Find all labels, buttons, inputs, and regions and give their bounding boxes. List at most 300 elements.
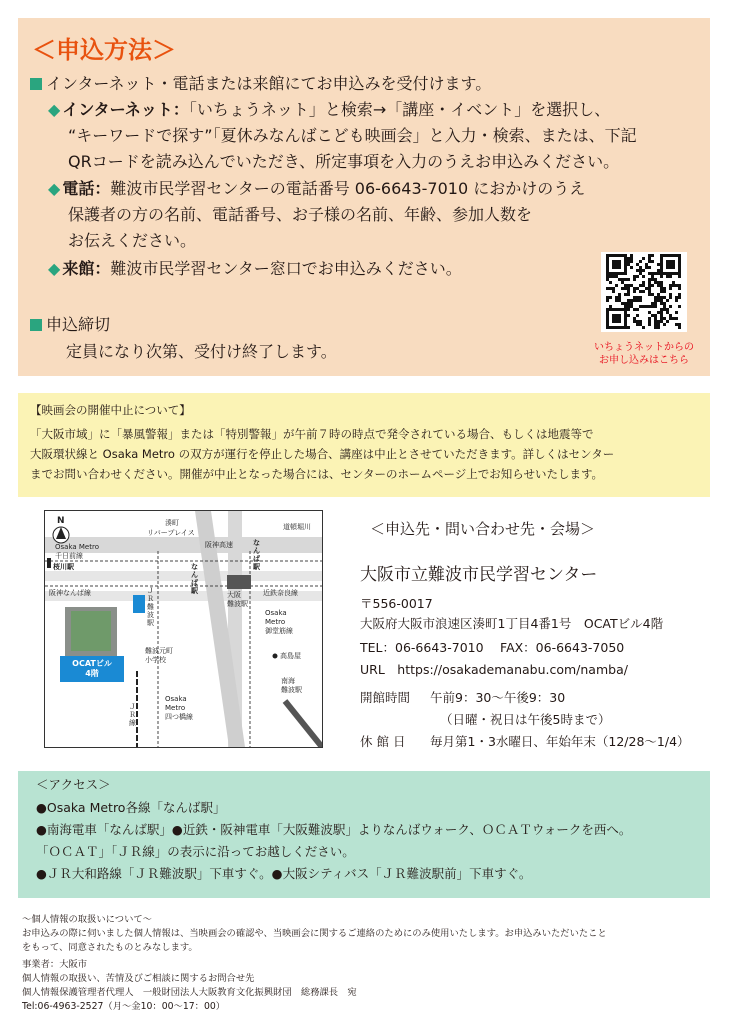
qr-module: [606, 296, 609, 299]
qr-module: [678, 275, 681, 278]
qr-module: [642, 290, 645, 293]
qr-module: [660, 308, 663, 311]
qr-module: [621, 281, 624, 284]
qr-module: [672, 263, 675, 266]
map-school: 小学校: [145, 656, 166, 664]
qr-module: [609, 326, 612, 329]
qr-module: [654, 320, 657, 323]
qr-module: [660, 317, 663, 320]
qr-code[interactable]: [601, 252, 687, 332]
qr-module: [612, 260, 615, 263]
qr-module: [669, 275, 672, 278]
qr-module: [624, 308, 627, 311]
map-ocat-floor: 4階: [85, 669, 99, 678]
deadline-text: 定員になり次第、受付け終了します。: [66, 342, 337, 361]
qr-module: [654, 317, 657, 320]
map-sakuragawa: 桜川駅: [53, 563, 74, 571]
jr-namba-block: [133, 595, 145, 613]
map-jr-namba-vertical: ＪＲ難波駅: [147, 587, 154, 627]
privacy-line-1: お申込みの際に伺いました個人情報は、当映画会の確認や、当映画会に関するご連絡のためにのみ使用いたします。お申込みいただいたこと: [22, 928, 607, 939]
qr-module: [615, 284, 618, 287]
qr-module: [612, 275, 615, 278]
postal-code: 〒556-0017: [360, 596, 433, 611]
qr-module: [624, 302, 627, 305]
qr-module: [606, 299, 609, 302]
qr-module: [678, 296, 681, 299]
qr-module: [660, 275, 663, 278]
qr-module: [624, 293, 627, 296]
qr-module: [657, 323, 660, 326]
phone-line-3: お伝えください。: [68, 231, 197, 250]
qr-module: [624, 326, 627, 329]
qr-module: [663, 305, 666, 308]
qr-module: [678, 284, 681, 287]
qr-module: [660, 263, 663, 266]
qr-module: [663, 308, 666, 311]
qr-module: [648, 305, 651, 308]
qr-module: [666, 299, 669, 302]
qr-module: [663, 287, 666, 290]
qr-module: [615, 320, 618, 323]
qr-module: [657, 293, 660, 296]
qr-code-icon: [601, 252, 687, 332]
qr-module: [606, 323, 609, 326]
qr-module: [648, 266, 651, 269]
map-kintetsu-nara: 近鉄奈良線: [263, 589, 298, 597]
kintetsu-station-block: [227, 575, 251, 589]
qr-module: [609, 272, 612, 275]
hours-label: 開館時間: [360, 690, 411, 705]
inquiry-label: 個人情報の取扱い、苦情及びご相談に関するお問合せ先: [22, 973, 255, 984]
qr-module: [633, 278, 636, 281]
qr-module: [621, 302, 624, 305]
qr-module: [678, 293, 681, 296]
qr-module: [627, 314, 630, 317]
qr-module: [609, 308, 612, 311]
operator: 事業者：大阪市: [22, 959, 88, 970]
qr-module: [627, 308, 630, 311]
qr-module: [627, 263, 630, 266]
inquiry-tel: Tel:06-4963-2527（月～金10：00～17：00）: [22, 1001, 226, 1012]
qr-module: [648, 284, 651, 287]
closed-label: 休 館 日: [360, 734, 406, 749]
qr-module: [651, 314, 654, 317]
qr-module: [606, 269, 609, 272]
qr-caption-2: お申し込みはこちら: [599, 355, 689, 366]
qr-module: [624, 257, 627, 260]
access-map: [44, 510, 323, 748]
qr-module: [672, 317, 675, 320]
access-line-2: ●南海電車「なんば駅」●近鉄・阪神電車「大阪難波駅」よりなんばウォーク、ＯＣＡＴウォークを西へ。: [36, 822, 632, 837]
qr-module: [621, 254, 624, 257]
qr-module: [657, 263, 660, 266]
qr-module: [615, 263, 618, 266]
qr-module: [678, 287, 681, 290]
qr-module: [618, 266, 621, 269]
map-namba-station-vertical: なんば駅: [253, 539, 260, 571]
qr-module: [624, 305, 627, 308]
qr-module: [612, 290, 615, 293]
map-minatomachi: 湊町: [165, 519, 179, 527]
map-nankai-2: 難波駅: [281, 686, 302, 694]
qr-module: [675, 296, 678, 299]
qr-module: [615, 326, 618, 329]
qr-module: [606, 308, 609, 311]
qr-module: [606, 275, 609, 278]
qr-module: [651, 260, 654, 263]
qr-module: [618, 272, 621, 275]
qr-module: [621, 272, 624, 275]
hours-value: 午前9：30～午後9：30: [430, 690, 566, 705]
qr-module: [618, 314, 621, 317]
qr-module: [666, 311, 669, 314]
qr-module: [657, 299, 660, 302]
map-doutonbori: 道頓堀川: [283, 523, 311, 531]
internet-line-3: QRコードを読み込んでいただき、所定事項を入力のうえお申込みください。: [68, 152, 620, 171]
visit-line: ◆ 来館：難波市民学習センター窓口でお申込みください。: [48, 259, 462, 278]
qr-module: [609, 254, 612, 257]
map-nankai-namba-vertical: なんば駅: [191, 563, 198, 595]
qr-module: [630, 266, 633, 269]
qr-module: [612, 287, 615, 290]
qr-module: [642, 269, 645, 272]
qr-module: [669, 296, 672, 299]
qr-module: [666, 263, 669, 266]
qr-module: [639, 272, 642, 275]
qr-module: [648, 257, 651, 260]
qr-module: [606, 272, 609, 275]
qr-module: [627, 326, 630, 329]
qr-module: [648, 281, 651, 284]
access-title: ＜アクセス＞: [36, 777, 111, 792]
qr-module: [627, 293, 630, 296]
green-square-icon: [30, 319, 42, 331]
qr-module: [666, 308, 669, 311]
access-line-1: ●Osaka Metro各線「なんば駅」: [36, 800, 226, 815]
qr-module: [651, 293, 654, 296]
qr-module: [648, 254, 651, 257]
map-midosuji-1: Osaka: [265, 609, 287, 617]
qr-module: [657, 311, 660, 314]
qr-module: [627, 290, 630, 293]
qr-module: [639, 290, 642, 293]
qr-module: [660, 296, 663, 299]
qr-module: [612, 317, 615, 320]
map-yotsubashi-1: Osaka: [165, 695, 187, 703]
qr-module: [657, 284, 660, 287]
qr-module: [633, 299, 636, 302]
qr-module: [615, 314, 618, 317]
qr-module: [630, 305, 633, 308]
qr-module: [651, 278, 654, 281]
qr-module: [654, 278, 657, 281]
qr-module: [612, 263, 615, 266]
map-sennichimae: 千日前線: [55, 552, 83, 560]
qr-module: [654, 305, 657, 308]
qr-module: [615, 266, 618, 269]
sakuragawa-marker: [47, 558, 51, 568]
qr-module: [669, 284, 672, 287]
notice-line-3: までお問い合わせください。開催が中止となった場合には、センターのホームページ上でお知らせいたします。: [30, 467, 604, 481]
qr-module: [639, 323, 642, 326]
qr-module: [618, 296, 621, 299]
qr-module: [624, 323, 627, 326]
qr-module: [654, 299, 657, 302]
qr-module: [654, 326, 657, 329]
qr-module: [612, 314, 615, 317]
qr-module: [624, 260, 627, 263]
qr-module: [648, 260, 651, 263]
qr-module: [615, 317, 618, 320]
qr-module: [633, 320, 636, 323]
qr-module: [642, 284, 645, 287]
phone-line-2: 保護者の方の名前、電話番号、お子様の名前、年齢、参加人数を: [68, 205, 533, 224]
qr-module: [660, 311, 663, 314]
qr-module: [615, 299, 618, 302]
qr-module: [675, 317, 678, 320]
qr-module: [663, 302, 666, 305]
qr-module: [633, 317, 636, 320]
qr-module: [672, 260, 675, 263]
qr-module: [657, 269, 660, 272]
qr-module: [669, 266, 672, 269]
qr-module: [627, 260, 630, 263]
cancellation-notice: [18, 393, 710, 497]
qr-module: [612, 254, 615, 257]
map-ocat: OCATビル: [72, 659, 112, 668]
qr-module: [654, 323, 657, 326]
qr-module: [630, 254, 633, 257]
takashimaya-marker-icon: [273, 654, 278, 659]
qr-module: [660, 260, 663, 263]
green-diamond-icon: ◆: [48, 259, 61, 278]
map-hanshin-expressway: 阪神高速: [205, 541, 233, 549]
qr-module: [678, 263, 681, 266]
qr-module: [672, 272, 675, 275]
qr-module: [675, 254, 678, 257]
qr-module: [606, 257, 609, 260]
qr-module: [636, 287, 639, 290]
map-yotsubashi-2: Metro: [165, 704, 186, 712]
hours-note: （日曜・祝日は午後5時まで）: [440, 712, 611, 727]
qr-module: [624, 317, 627, 320]
qr-module: [606, 287, 609, 290]
access-line-4: ●ＪＲ大和路線「ＪＲ難波駅」下車すぐ。●大阪シティバス「ＪＲ難波駅前」下車すぐ。: [36, 866, 532, 881]
qr-module: [618, 299, 621, 302]
qr-module: [657, 272, 660, 275]
qr-module: [645, 305, 648, 308]
qr-module: [606, 317, 609, 320]
qr-module: [660, 302, 663, 305]
qr-module: [678, 305, 681, 308]
qr-module: [618, 260, 621, 263]
qr-module: [639, 269, 642, 272]
qr-module: [624, 266, 627, 269]
qr-module: [675, 284, 678, 287]
green-diamond-icon: ◆: [48, 179, 61, 198]
qr-module: [615, 254, 618, 257]
notice-line-2: 大阪環状線と Osaka Metro の双方が運行を停止した場合、講座は中止とさせていただきます。詳しくはセンター: [30, 447, 615, 461]
qr-module: [648, 293, 651, 296]
qr-module: [672, 254, 675, 257]
qr-module: [660, 299, 663, 302]
qr-module: [609, 287, 612, 290]
qr-module: [663, 317, 666, 320]
qr-module: [630, 284, 633, 287]
qr-module: [654, 302, 657, 305]
qr-module: [612, 266, 615, 269]
qr-module: [615, 272, 618, 275]
green-square-icon: [30, 78, 42, 90]
map-osaka-namba-1: 大阪: [227, 591, 241, 599]
notice-line-1: 「大阪市域」に「暴風警報」または「特別警報」が午前７時の時点で発令されている場合、もしくは地震等で: [30, 427, 594, 441]
qr-module: [678, 266, 681, 269]
map-riverplace: リバープレイス: [147, 529, 195, 537]
internet-line-2: “キーワードで探す”「夏休みなんばこども映画会」と入力・検索、または、下記: [68, 126, 637, 145]
qr-module: [639, 305, 642, 308]
ocat-greenery: [71, 611, 111, 651]
qr-module: [678, 257, 681, 260]
qr-module: [651, 284, 654, 287]
access-line-3: 「ＯＣＡＴ」「ＪＲ線」の表示に沿ってお越しください。: [36, 844, 355, 859]
qr-module: [654, 314, 657, 317]
qr-module: [636, 299, 639, 302]
qr-module: [639, 266, 642, 269]
qr-module: [612, 272, 615, 275]
qr-module: [621, 278, 624, 281]
qr-module: [618, 254, 621, 257]
qr-module: [615, 296, 618, 299]
application-title: ＜申込方法＞: [32, 36, 176, 64]
internet-line: ◆ インターネット：「いちょうネット」と検索→「講座・イベント」を選択し、: [48, 100, 611, 119]
qr-module: [636, 314, 639, 317]
website-url[interactable]: URL https://osakademanabu.com/namba/: [360, 662, 628, 677]
qr-module: [636, 308, 639, 311]
contact-heading: ＜申込先・問い合わせ先・会場＞: [370, 520, 596, 538]
qr-module: [624, 254, 627, 257]
qr-module: [663, 296, 666, 299]
qr-module: [648, 323, 651, 326]
qr-module: [636, 263, 639, 266]
street-sennichimae: [45, 571, 322, 581]
qr-module: [642, 305, 645, 308]
qr-module: [678, 272, 681, 275]
privacy-title: ～個人情報の取扱いについて～: [22, 914, 152, 925]
qr-module: [651, 305, 654, 308]
qr-module: [618, 326, 621, 329]
qr-module: [639, 320, 642, 323]
map-jr-line-vertical: ＪＲ線: [129, 703, 136, 727]
qr-module: [651, 272, 654, 275]
qr-module: [669, 263, 672, 266]
qr-module: [678, 326, 681, 329]
qr-module: [663, 254, 666, 257]
qr-module: [663, 272, 666, 275]
qr-module: [615, 308, 618, 311]
qr-module: [615, 275, 618, 278]
qr-module: [666, 254, 669, 257]
qr-module: [657, 326, 660, 329]
qr-module: [675, 299, 678, 302]
qr-module: [666, 275, 669, 278]
qr-module: [633, 290, 636, 293]
qr-module: [648, 290, 651, 293]
address: 大阪府大阪市浪速区湊町1丁目4番1号 OCATビル4階: [360, 616, 664, 631]
qr-module: [615, 260, 618, 263]
qr-module: [624, 284, 627, 287]
notice-title: 【映画会の開催中止について】: [30, 403, 191, 417]
map-takashimaya: 高島屋: [280, 652, 301, 660]
qr-module: [669, 314, 672, 317]
qr-module: [606, 278, 609, 281]
map-midosuji-2: Metro: [265, 618, 286, 626]
access-section: [18, 771, 710, 898]
qr-module: [639, 299, 642, 302]
qr-module: [621, 287, 624, 290]
qr-module: [627, 305, 630, 308]
qr-module: [660, 266, 663, 269]
qr-module: [624, 311, 627, 314]
qr-module: [660, 272, 663, 275]
qr-module: [669, 287, 672, 290]
qr-module: [648, 278, 651, 281]
qr-module: [657, 281, 660, 284]
map-yotsubashi-3: 四つ橋線: [165, 713, 193, 721]
qr-module: [624, 320, 627, 323]
qr-module: [639, 260, 642, 263]
qr-module: [612, 308, 615, 311]
map-nankai-1: 南海: [281, 677, 295, 685]
qr-module: [627, 284, 630, 287]
qr-module: [657, 320, 660, 323]
qr-module: [624, 287, 627, 290]
qr-module: [669, 272, 672, 275]
qr-module: [660, 257, 663, 260]
closed-value: 毎月第1・3水曜日、年始年末（12/28～1/4）: [430, 734, 690, 749]
qr-module: [660, 281, 663, 284]
qr-module: [636, 296, 639, 299]
qr-module: [672, 281, 675, 284]
qr-module: [675, 311, 678, 314]
qr-module: [624, 278, 627, 281]
qr-module: [642, 257, 645, 260]
deadline-title: 申込締切: [30, 315, 110, 335]
qr-module: [621, 326, 624, 329]
qr-module: [606, 263, 609, 266]
qr-module: [669, 293, 672, 296]
qr-module: [606, 320, 609, 323]
qr-module: [666, 266, 669, 269]
qr-module: [678, 269, 681, 272]
qr-module: [609, 281, 612, 284]
qr-module: [645, 287, 648, 290]
qr-module: [630, 257, 633, 260]
qr-module: [666, 272, 669, 275]
qr-module: [639, 296, 642, 299]
map-metro-sennichimae: Osaka Metro: [55, 543, 99, 551]
qr-module: [666, 260, 669, 263]
nankai-rail: [285, 701, 322, 747]
qr-module: [636, 320, 639, 323]
qr-module: [624, 314, 627, 317]
qr-module: [606, 326, 609, 329]
qr-module: [645, 266, 648, 269]
qr-module: [627, 299, 630, 302]
qr-module: [618, 317, 621, 320]
qr-module: [663, 290, 666, 293]
qr-module: [621, 308, 624, 311]
tel-fax: TEL：06-6643-7010 FAX：06-6643-7050: [360, 640, 625, 655]
